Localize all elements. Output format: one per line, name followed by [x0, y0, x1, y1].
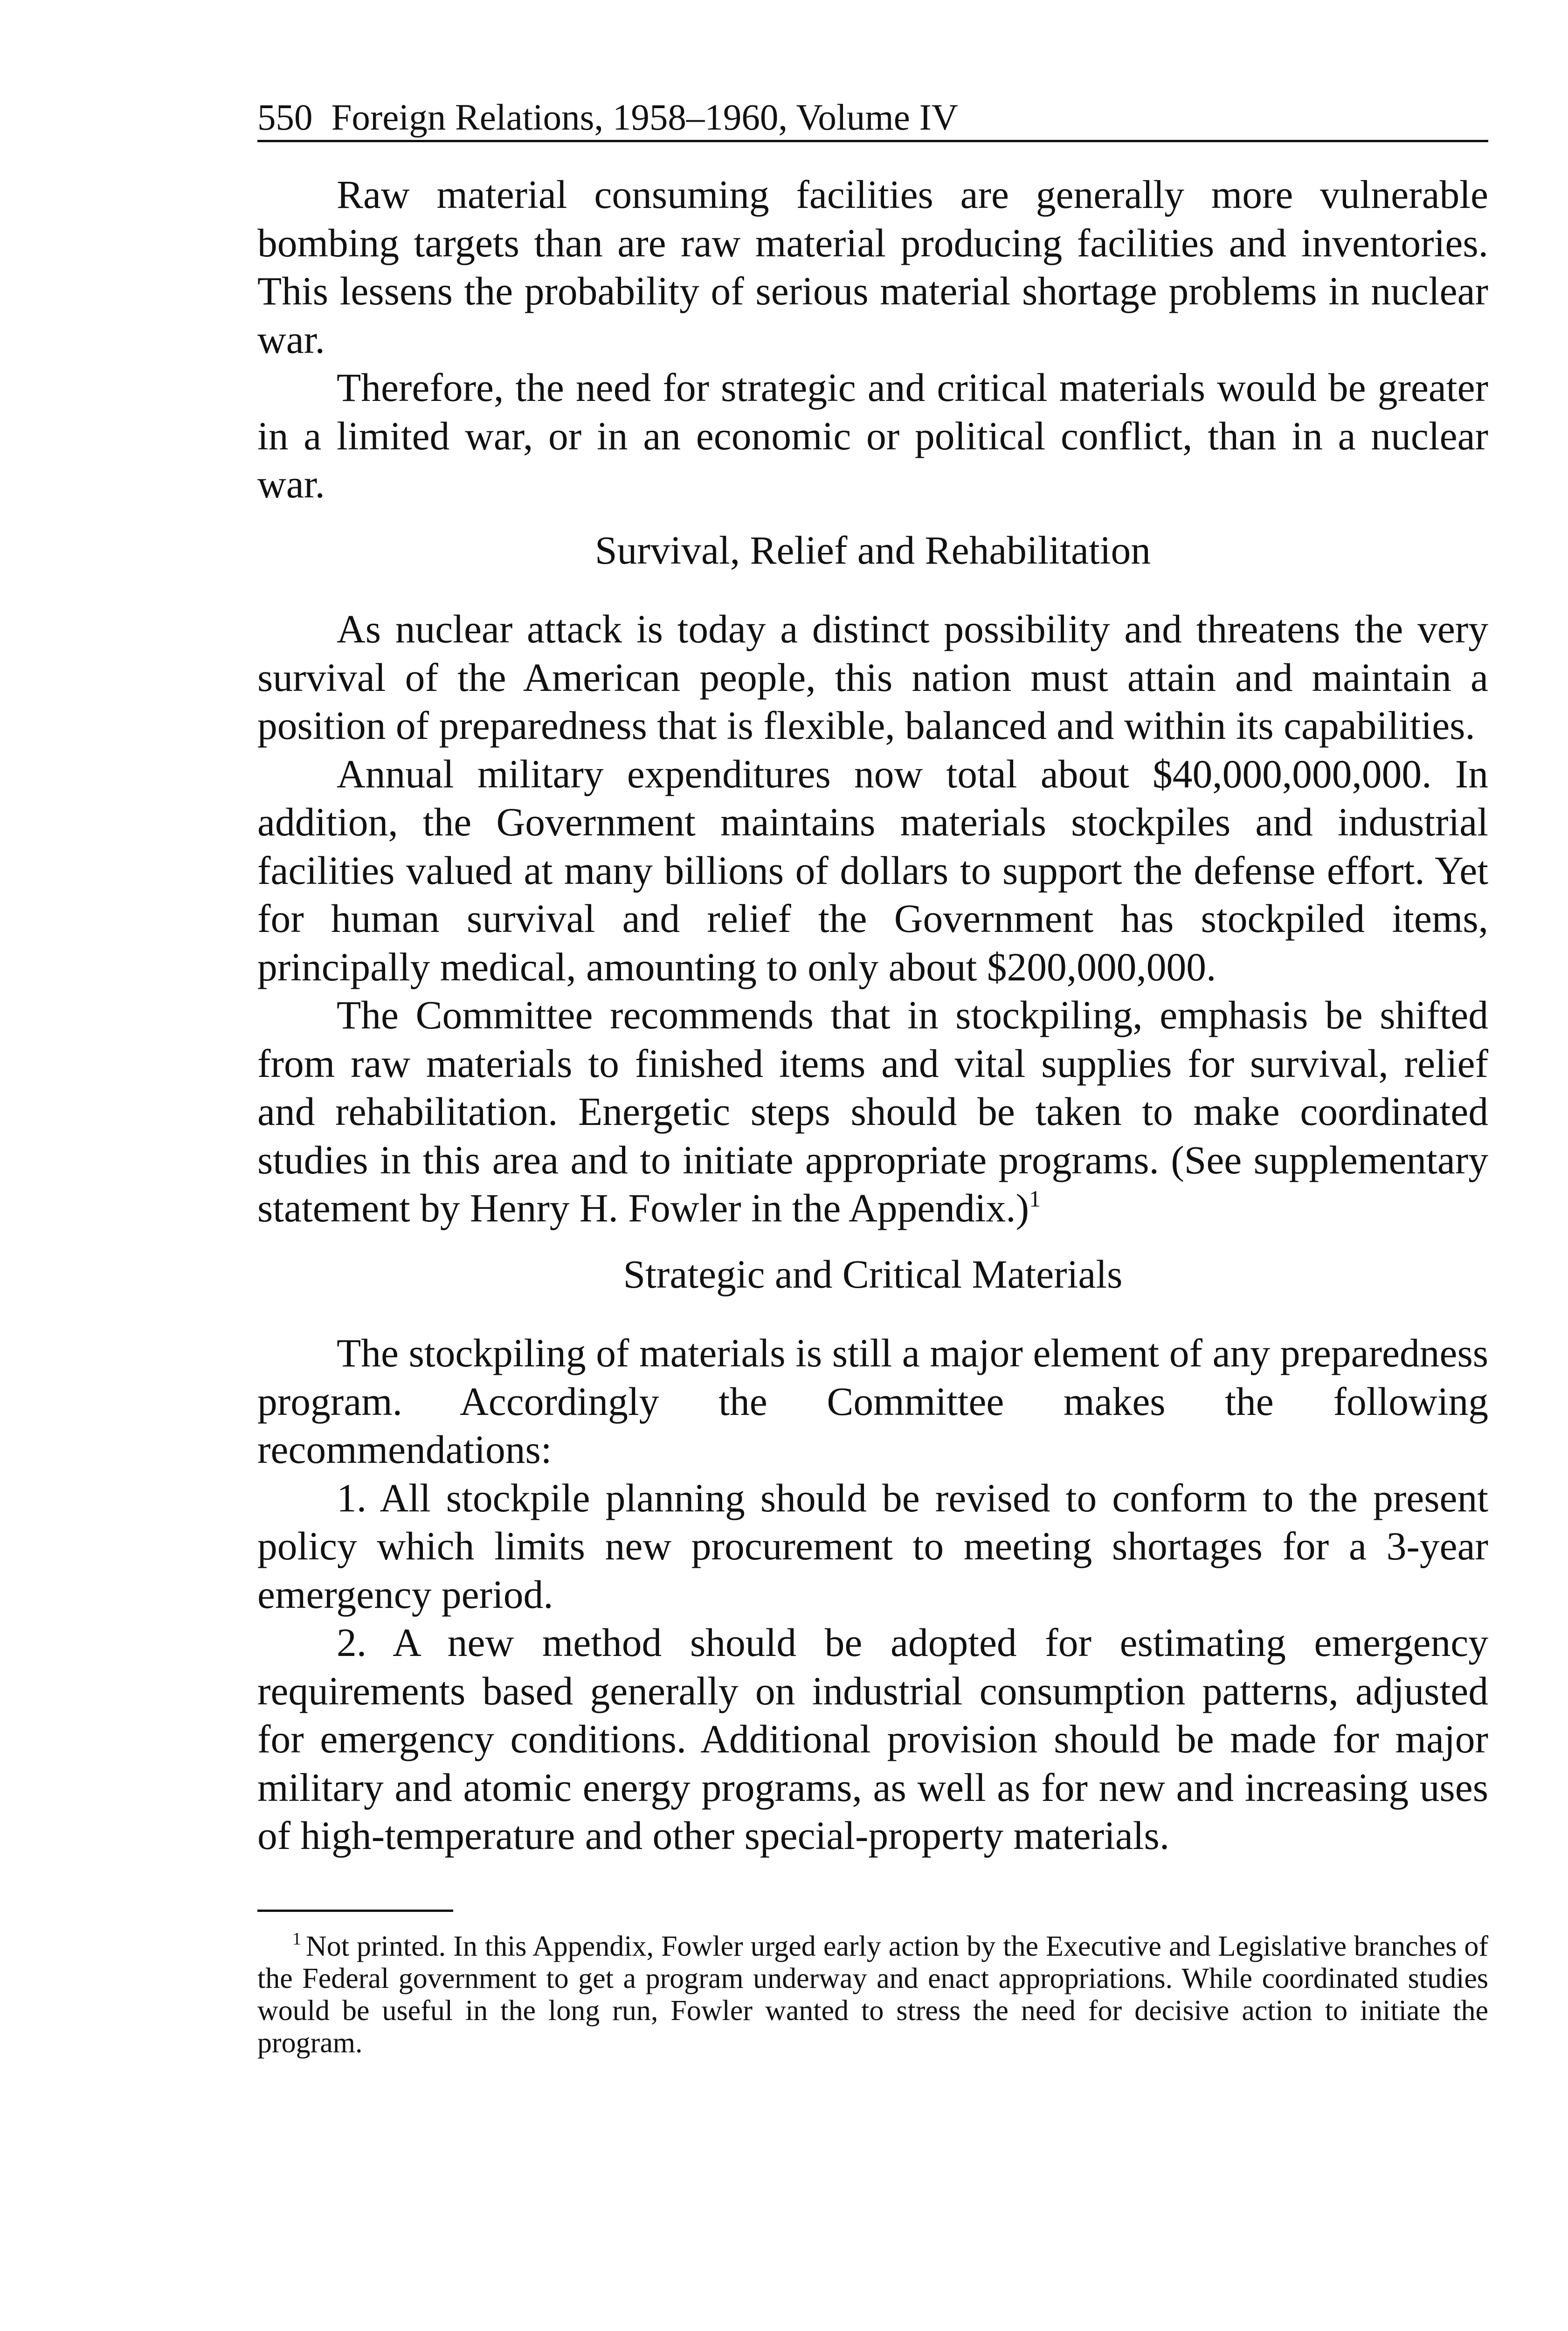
footnote-reference-marker: 1	[1029, 1186, 1041, 1212]
footnote	[257, 1931, 1488, 2059]
survival-paragraph-1: As nuclear attack is today a distinct possibility and threatens the very survival of the American people, this nation must attain and maintain a position of preparedness that is flexible, balanced and within its capabilities.	[257, 607, 1488, 748]
running-head	[257, 96, 1488, 142]
running-head-title: Foreign Relations, 1958–1960, Volume IV	[331, 97, 958, 138]
survival-recommendation-paragraph	[257, 992, 1488, 1233]
intro-paragraph-2: Therefore, the need for strategic and critical materials would be greater in a limited war, or in an economic or political conflict, than in a nuclear war.	[257, 366, 1488, 506]
footnote-marker: 1	[292, 1929, 301, 1949]
materials-recommendation-1: 1. All stockpile planning should be revised to conform to the present policy which limits new procurement to meeting shortages for a 3-year emergency period.	[257, 1476, 1488, 1617]
footnote-divider	[257, 1910, 453, 1912]
intro-paragraph-1: Raw material consuming facilities are generally more vulnerable bombing targets than are raw material producing facilities and inventories. This lessens the probability of serious material shortage problems in nuclear war.	[257, 173, 1488, 362]
page-number: 550	[257, 97, 313, 138]
document-page	[257, 96, 1488, 2088]
footnote-text: Not printed. In this Appendix, Fowler urged early action by the Executive and Legislative branches of the Federal government to get a program underway and enact appropriations. While coordinated studies would be useful in the long run, Fowler wanted to stress the need for decisive action to initiate the program.	[257, 1930, 1488, 2059]
survival-paragraph-2: Annual military expenditures now total about $40,000,000,000. In addition, the Government maintains materials stockpiles and industrial facilities valued at many billions of dollars to support the defense effort. Yet for human survival and relief the Government has stockpiled items, principally medical, amounting to only about $200,000,000.	[257, 752, 1488, 989]
materials-paragraph-1: The stockpiling of materials is still a major element of any preparedness program. Accordingly the Committee makes the following recommendations:	[257, 1331, 1488, 1472]
materials-recommendation-2: 2. A new method should be adopted for estimating emergency requirements based generally on industrial consumption patterns, adjusted for emergency conditions. Additional provision should be made for major military and atomic energy programs, as well as for new and increasing uses of high-temperature and other special-property materials.	[257, 1621, 1488, 1858]
section-heading-materials: Strategic and Critical Materials	[623, 1252, 1123, 1297]
survival-recommendation-text: The Committee recommends that in stockpiling, emphasis be shifted from raw materials to finished items and vital supplies for survival, relief and rehabilitation. Energetic steps should be taken to make coordinated studies in this area and to initiate appropriate programs. (See supplementary statement by Henry H. Fowler in the Appendix.)	[257, 993, 1488, 1230]
section-heading-survival: Survival, Relief and Rehabilitation	[595, 528, 1151, 572]
body-text	[257, 171, 1488, 1861]
